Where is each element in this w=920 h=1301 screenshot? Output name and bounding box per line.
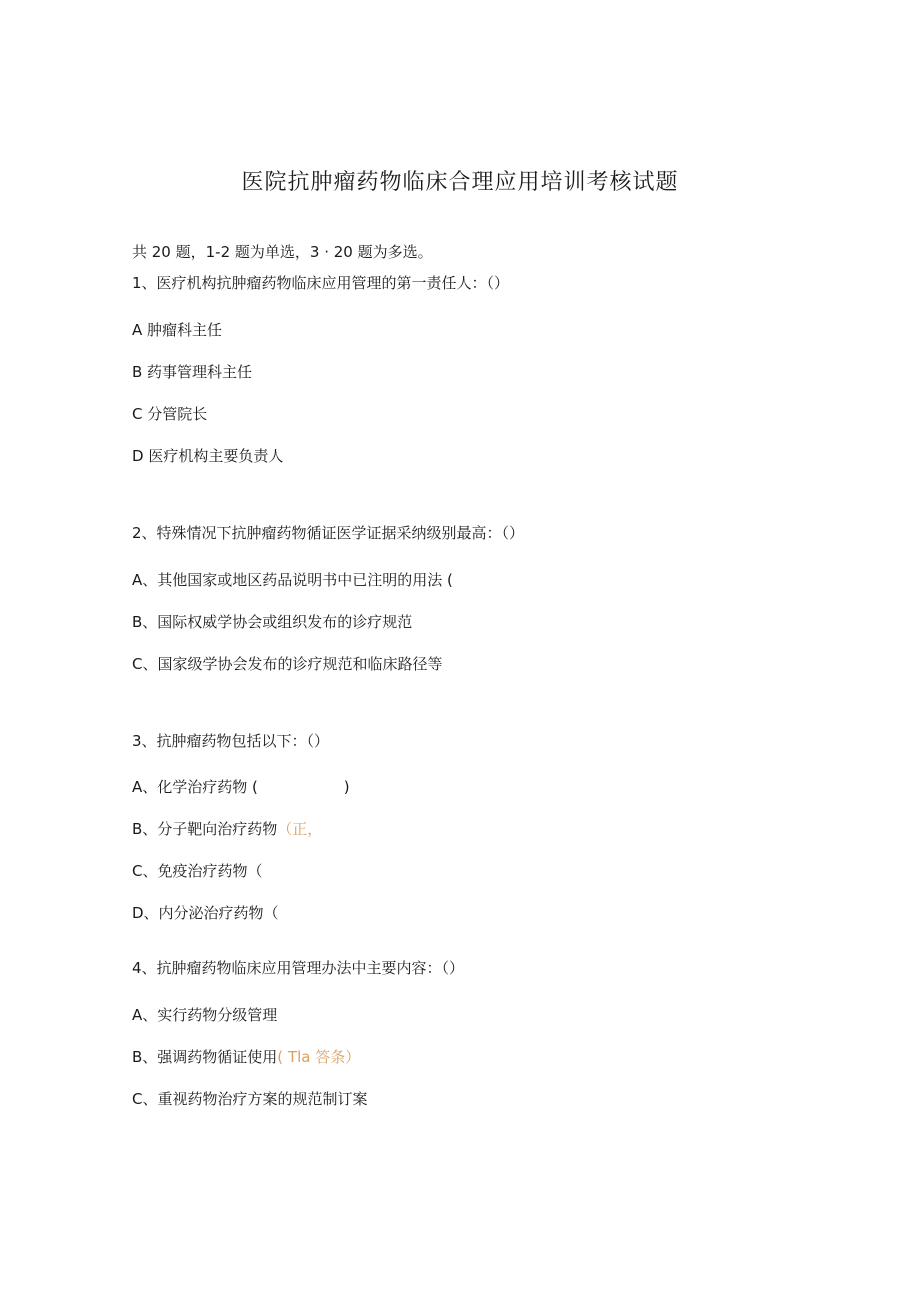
question-2-option-c: C、国家级学协会发布的诊疗规范和临床路径等 <box>132 655 443 673</box>
exam-intro: 共 20 题，1-2 题为单选，3 · 20 题为多选。 <box>132 243 433 261</box>
question-1-option-a: A 肿瘤科主任 <box>132 321 223 339</box>
question-3-option-b-text: B、分子靶向治疗药物 <box>132 820 278 838</box>
question-3-option-a: A、化学治疗药物 ( ) <box>132 778 350 796</box>
question-1-option-c: C 分管院长 <box>132 405 208 423</box>
question-3-option-c: C、免疫治疗药物（ <box>132 862 263 880</box>
question-4-option-c: C、重视药物治疗方案的规范制订案 <box>132 1090 368 1108</box>
question-2-option-a: A、其他国家或地区药品说明书中已注明的用法 ( <box>132 571 453 589</box>
question-2-option-b: B、国际权威学协会或组织发布的诊疗规范 <box>132 613 413 631</box>
question-3-option-b <box>132 818 322 839</box>
question-4-option-a: A、实行药物分级管理 <box>132 1006 278 1024</box>
question-1-option-d: D 医疗机构主要负责人 <box>132 447 284 465</box>
question-3-option-d: D、内分泌治疗药物（ <box>132 904 279 922</box>
question-4-text: 4、抗肿瘤药物临床应用管理办法中主要内容：（） <box>132 959 465 977</box>
question-1-text: 1、医疗机构抗肿瘤药物临床应用管理的第一责任人：（） <box>132 274 510 292</box>
question-4-option-b <box>132 1046 360 1067</box>
question-4-option-b-text: B、强调药物循证使用 <box>132 1048 278 1066</box>
question-3-option-b-hint: （正， <box>277 820 323 838</box>
question-1-option-b: B 药事管理科主任 <box>132 363 253 381</box>
page-title: 医院抗肿瘤药物临床合理应用培训考核试题 <box>241 170 679 195</box>
question-2-text: 2、特殊情况下抗肿瘤药物循证医学证据采纳级别最高：（） <box>132 524 525 542</box>
question-4-option-b-hint: ( Tla 答条） <box>277 1048 361 1066</box>
question-3-text: 3、抗肿瘤药物包括以下：（） <box>132 732 330 750</box>
